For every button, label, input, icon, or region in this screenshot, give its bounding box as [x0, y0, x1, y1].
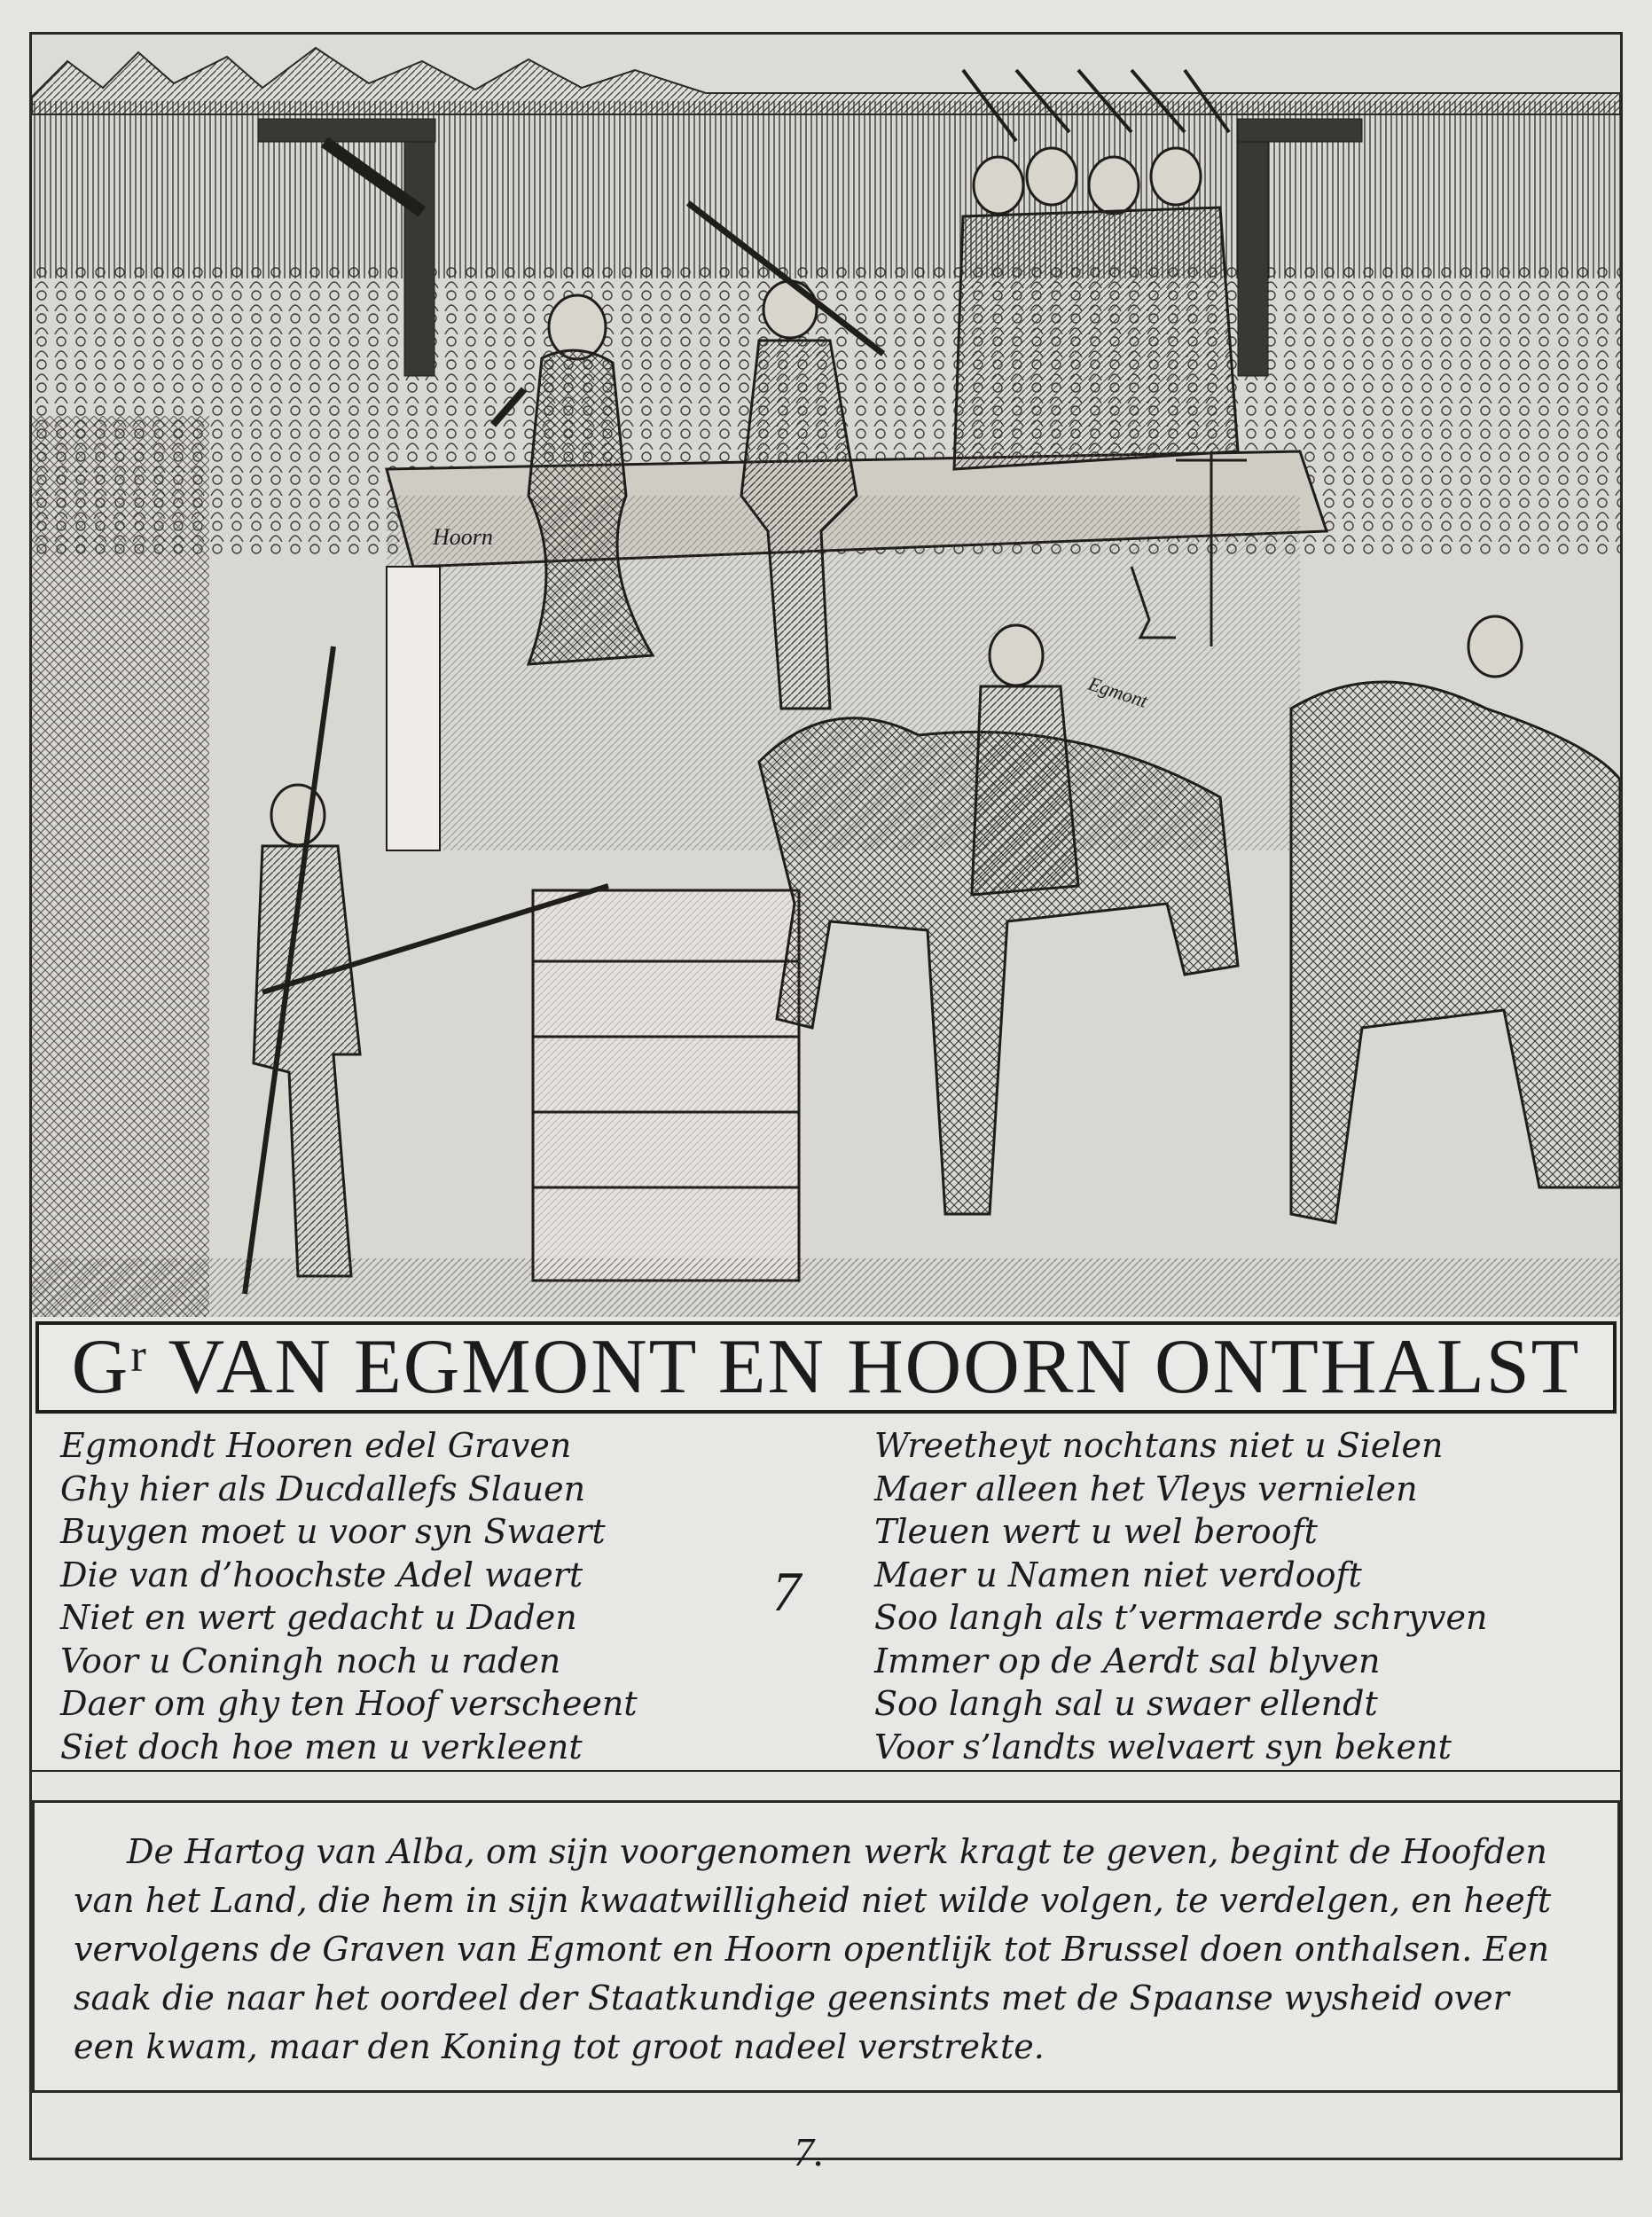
verse-line: Soo langh als t’vermaerde schryven [874, 1598, 1488, 1637]
egmont-label: Egmont [1085, 671, 1151, 712]
hoorn-label: Hoorn [433, 524, 493, 550]
verse-line: Egmondt Hooren edel Graven [60, 1426, 572, 1465]
print-title: Gʳ VAN EGMONT EN HOORN ONTHALST [71, 1324, 1581, 1410]
verse-right-column [874, 1424, 1487, 1768]
verse-line: Siet doch hoe men u verkleent [60, 1727, 583, 1767]
verse-line: Voor u Coningh noch u raden [60, 1641, 561, 1680]
verse-line: Wreetheyt nochtans niet u Sielen [874, 1426, 1444, 1465]
verse-line: Immer op de Aerdt sal blyven [874, 1641, 1381, 1680]
ground [32, 1258, 1620, 1317]
verse-line: Die van d’hoochste Adel waert [60, 1555, 583, 1594]
verse-line: Soo langh sal u swaer ellendt [874, 1684, 1378, 1723]
execution-scene-engraving [32, 35, 1620, 1317]
prose-caption: De Hartog van Alba, om sijn voorgenomen werk kragt te geven, begint de Hoofden van het Land, die hem in sijn kwaatwilligheid niet wilde volgen, te verdelgen, en heeft vervolgens de Graven van Egmont en Hoorn opentlijk tot Brussel doen onthalsen. Een saak die naar het oordeel der Staatkundige geensints met de Spaanse wysheid over een kwam, maar den Koning tot groot nadeel verstrekte. [74, 1832, 1552, 2066]
verse-line: Maer u Namen niet verdooft [874, 1555, 1362, 1594]
title-banner [35, 1321, 1617, 1414]
verse-line: Voor s’landts welvaert syn bekent [874, 1727, 1452, 1767]
right-horseman [1291, 616, 1620, 1223]
verse-line: Maer alleen het Vleys vernielen [874, 1469, 1418, 1508]
verse-line: Ghy hier als Ducdallefs Slauen [60, 1469, 586, 1508]
verse-number: 7 [772, 1560, 801, 1623]
scaffold-stairs [533, 890, 799, 1281]
verse-line: Buygen moet u voor syn Swaert [60, 1512, 606, 1551]
prose-panel [32, 1800, 1620, 2093]
scaffold-post [387, 567, 440, 850]
verse-line: Daer om ghy ten Hoof verscheent [60, 1684, 638, 1723]
left-soldiers [32, 416, 209, 1317]
verse-line: Niet en wert gedacht u Daden [60, 1598, 577, 1637]
verse-left-column [60, 1424, 638, 1768]
verse-line: Tleuen wert u wel berooft [874, 1512, 1318, 1551]
page-number: 7. [794, 2129, 825, 2174]
verse-panel [32, 1417, 1620, 1772]
